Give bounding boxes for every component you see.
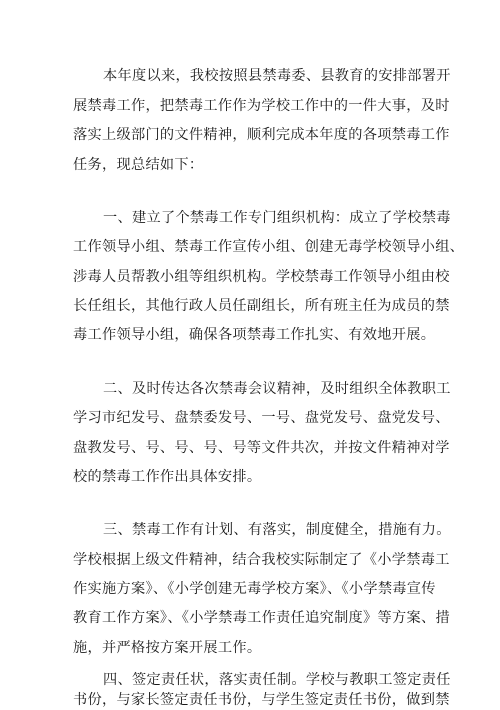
paragraph-section-1-line-4: 长任组长，其他行政人员任副组长，所有班主任为成员的禁 [73,298,450,314]
paragraph-section-1-line-5: 毒工作领导小组，确保各项禁毒工作扎实、有效地开展。 [73,327,436,343]
paragraph-intro-line-4: 任务，现总结如下： [73,157,204,173]
paragraph-section-4-line-1: 四、签定责任状，落实责任制。学校与教职工签定责任 [103,672,451,688]
paragraph-section-4-line-2: 书份，与家长签定责任书份，与学生签定责任书份，做到禁 [73,692,450,708]
paragraph-intro-line-1: 本年度以来，我校按照县禁毒委、县教育的安排部署开 [103,68,451,84]
paragraph-section-1-line-3: 涉毒人员帮教小组等组织机构。学校禁毒工作领导小组由校 [73,269,450,285]
paragraph-section-3-line-2: 学校根据上级文件精神，结合我校实际制定了《小学禁毒工 [73,552,450,568]
paragraph-section-3-line-5: 施，并严格按方案开展工作。 [73,640,262,656]
paragraph-intro-line-2: 展禁毒工作，把禁毒工作作为学校工作中的一件大事，及时 [73,98,450,114]
paragraph-intro-line-3: 落实上级部门的文件精神，顺利完成本年度的各项禁毒工作 [73,127,450,143]
paragraph-section-2-line-4: 校的禁毒工作作出具体安排。 [73,469,262,485]
paragraph-section-2-line-1: 二、及时传达各次禁毒会议精神，及时组织全体教职工 [103,381,451,397]
paragraph-section-2-line-2: 学习市纪发号、盘禁委发号、一号、盘党发号、盘党发号、 [73,410,450,426]
paragraph-section-2-line-3: 盘教发号、号、号、号、号等文件共次，并按文件精神对学 [73,440,450,456]
paragraph-section-3-line-3: 作实施方案》、《小学创建无毒学校方案》、《小学禁毒宣传 [73,581,436,597]
paragraph-section-3-line-4: 教育工作方案》、《小学禁毒工作责任追究制度》等方案、措 [73,610,450,626]
paragraph-section-1-line-2: 工作领导小组、禁毒工作宣传小组、创建无毒学校领导小组、 [73,239,465,255]
paragraph-section-1-line-1: 一、建立了个禁毒工作专门组织机构：成立了学校禁毒 [103,210,451,226]
paragraph-section-3-line-1: 三、禁毒工作有计划、有落实，制度健全，措施有力。 [103,522,451,538]
